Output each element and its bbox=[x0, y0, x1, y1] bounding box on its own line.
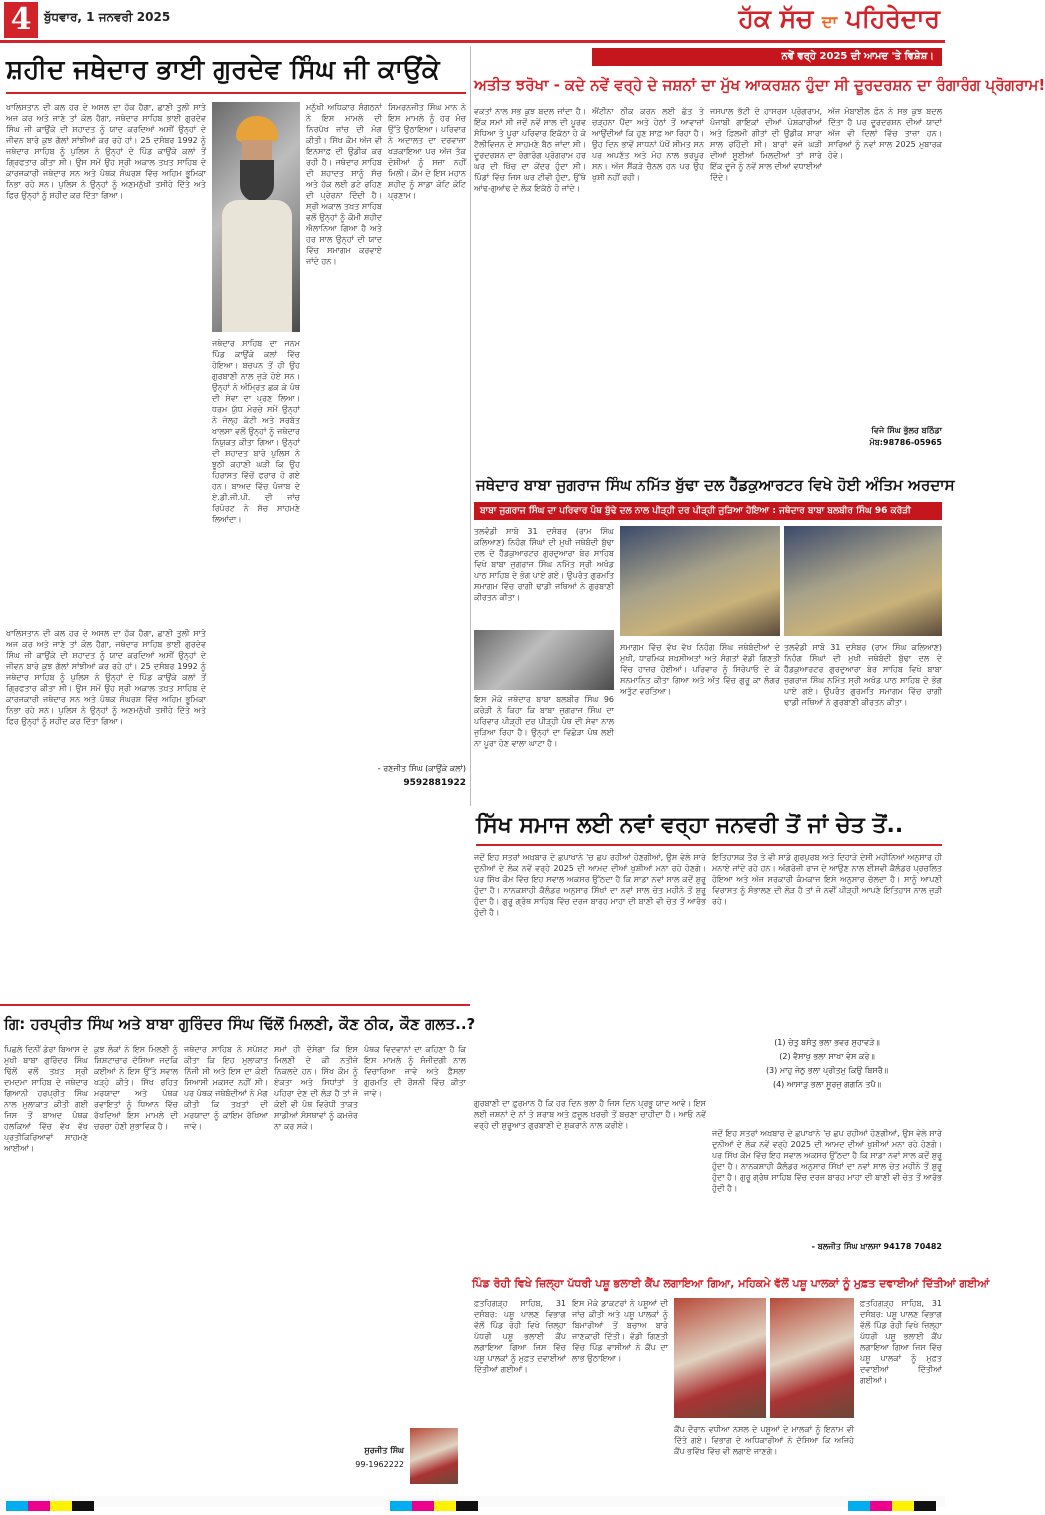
article-column: ਪਿਛਲੇ ਦਿਨੀਂ ਡੇਰਾ ਬਿਆਸ ਦੇ ਮੁਖੀ ਬਾਬਾ ਗੁਰਿੰਦਰ ਸਿੰਘ ਢਿੱਲੋਂ ਵਲੋਂ ਤਖ਼ਤ ਸ੍ਰੀ ਦਮਦਮਾ ਸਾਹਿਬ ਦੇ ਜਥੇਦਾਰ ਗਿਆਨੀ ਹਰਪ੍ਰੀਤ ਸਿੰਘ ਨਾਲ ਮੁਲਾਕਾਤ ਕੀਤੀ ਗਈ ਜਿਸ ਤੋਂ ਬਾਅਦ ਪੰਥਕ ਹਲਕਿਆਂ ਵਿੱਚ ਵੱਖ ਵੱਖ ਪ੍ਰਤੀਕਿਰਿਆਵਾਂ ਸਾਹਮਣੇ ਆਈਆਂ। bbox=[4, 1045, 88, 1153]
harpreet-headline: ਗਿ: ਹਰਪ੍ਰੀਤ ਸਿੰਘ ਅਤੇ ਬਾਬਾ ਗੁਰਿੰਦਰ ਸਿੰਘ ਢਿੱਲੋਂ ਮਿਲਣੀ, ਕੌਣ ਠੀਕ, ਕੌਣ ਗਲਤ..? bbox=[4, 1015, 476, 1033]
article-column: ਖਾਲਿਸਤਾਨ ਦੀ ਕਲ ਹਰ ਦੇ ਅਸਲ ਦਾ ਹੱਕ ਹੈਗਾ, ਛਾਣੀ ਤੁਲੀ ਸਾਤੇ ਅਜ ਕਰ ਅਤੇ ਜਾਣੇ ਤਾਂ ਕੋਲ ਹੈਗਾ, ਜਥੇਦਾਰ ਸਾਹਿਬ ਭਾਈ ਗੁਰਦੇਵ ਸਿੰਘ ਜੀ ਕਾਉਂਕੇ ਦੀ ਸ਼ਹਾਦਤ ਨੂੰ ਯਾਦ ਕਰਦਿਆਂ ਅਸੀਂ ਉਨ੍ਹਾਂ ਦੇ ਜੀਵਨ ਬਾਰੇ ਕੁਝ ਗੱਲਾਂ ਸਾਂਝੀਆਂ ਕਰ ਰਹੇ ਹਾਂ। 25 ਦਸੰਬਰ 1992 ਨੂੰ ਜਥੇਦਾਰ ਸਾਹਿਬ ਨੂੰ ਪੁਲਿਸ ਨੇ ਉਨ੍ਹਾਂ ਦੇ ਪਿੰਡ ਕਾਉਂਕੇ ਕਲਾਂ ਤੋਂ ਗ੍ਰਿਫਤਾਰ ਕੀਤਾ ਸੀ। ਉਸ ਸਮੇਂ ਉਹ ਸ੍ਰੀ ਅਕਾਲ ਤਖ਼ਤ ਸਾਹਿਬ ਦੇ ਕਾਰਜਕਾਰੀ ਜਥੇਦਾਰ ਸਨ ਅਤੇ ਪੰਥਕ ਸੰਘਰਸ਼ ਵਿੱਚ ਅਹਿਮ ਭੂਮਿਕਾ ਨਿਭਾ ਰਹੇ ਸਨ। ਪੁਲਿਸ ਨੇ ਉਨ੍ਹਾਂ ਨੂੰ ਅਣਮਨੁੱਖੀ ਤਸੀਹੇ ਦਿੱਤੇ ਅਤੇ ਫਿਰ ਉਨ੍ਹਾਂ ਨੂੰ ਸ਼ਹੀਦ ਕਰ ਦਿੱਤਾ ਗਿਆ। bbox=[6, 629, 206, 726]
ardas-photo-3 bbox=[474, 630, 614, 690]
article-phone: 94178 70482 bbox=[883, 1242, 942, 1251]
verse-line: (3) ਮਾਹੁ ਜੇਠੁ ਭਲਾ ਪ੍ਰੀਤਮੁ ਕਿਉ ਬਿਸਰੈ॥ bbox=[765, 1066, 889, 1075]
ardas-headline: ਜਥੇਦਾਰ ਬਾਬਾ ਜੁਗਰਾਜ ਸਿੰਘ ਨਮਿੱਤ ਬੁੱਢਾ ਦਲ ਹੈੱਡਕੁਆਰਟਰ ਵਿਖੇ ਹੋਈ ਅੰਤਿਮ ਅਰਦਾਸ bbox=[476, 476, 955, 494]
special-headline: ਕਦੇ ਨਵੇਂ ਵਰ੍ਹੇ ਦੇ ਜਸ਼ਨਾਂ ਦਾ ਮੁੱਖ ਆਕਰਸ਼ਨ ਹੁੰਦਾ ਸੀ ਦੂਰਦਰਸ਼ਨ ਦਾ ਰੰਗਾਰੰਗ ਪ੍ਰੋਗਰਾਮ! bbox=[564, 76, 1045, 94]
article-column: ਜਥੇਦਾਰ ਸਾਹਿਬ ਨੇ ਸਪੱਸ਼ਟ ਕੀਤਾ ਕਿ ਇਹ ਮੁਲਾਕਾਤ ਨਿੱਜੀ ਸੀ ਅਤੇ ਇਸ ਦਾ ਕੋਈ ਸਿਆਸੀ ਮਕਸਦ ਨਹੀਂ ਸੀ। ਪਰ ਪੰਥਕ ਜਥੇਬੰਦੀਆਂ ਨੇ ਮੰਗ ਕੀਤੀ ਕਿ ਤਖ਼ਤਾਂ ਦੀ ਮਰਯਾਦਾ ਨੂੰ ਕਾਇਮ ਰੱਖਿਆ ਜਾਵੇ। bbox=[184, 1045, 268, 1131]
page-number: 4 bbox=[10, 2, 32, 37]
article-harpreet-dhillon bbox=[0, 1004, 476, 1494]
article-column: ਕੁਝ ਲੋਕਾਂ ਨੇ ਇਸ ਮਿਲਣੀ ਨੂੰ ਸ਼ਿਸ਼ਟਾਚਾਰ ਦੱਸਿਆ ਜਦਕਿ ਕਈਆਂ ਨੇ ਇਸ ਉੱਤੇ ਸਵਾਲ ਖੜ੍ਹੇ ਕੀਤੇ। ਸਿੱਖ ਰਹਿਤ ਮਰਯਾਦਾ ਅਤੇ ਪੰਥਕ ਰਵਾਇਤਾਂ ਨੂੰ ਧਿਆਨ ਵਿੱਚ ਰੱਖਦਿਆਂ ਇਸ ਮਾਮਲੇ ਦੀ ਚਰਚਾ ਹੋਣੀ ਸੁਭਾਵਿਕ ਹੈ। bbox=[94, 1045, 178, 1131]
article-headline: ਸ਼ਹੀਦ ਜਥੇਦਾਰ ਭਾਈ ਗੁਰਦੇਵ ਸਿੰਘ ਜੀ ਕਾਉਂਕੇ bbox=[6, 55, 440, 85]
column-divider bbox=[470, 46, 471, 806]
article-column: ਇਸ ਮੌਕੇ ਜਥੇਦਾਰ ਬਾਬਾ ਬਲਬੀਰ ਸਿੰਘ 96 ਕਰੋੜੀ ਨੇ ਕਿਹਾ ਕਿ ਬਾਬਾ ਜੁਗਰਾਜ ਸਿੰਘ ਦਾ ਪਰਿਵਾਰ ਪੀੜ੍ਹੀ ਦਰ ਪੀੜ੍ਹੀ ਪੰਥ ਦੀ ਸੇਵਾ ਨਾਲ ਜੁੜਿਆ ਰਿਹਾ ਹੈ। ਉਨ੍ਹਾਂ ਦਾ ਵਿਛੋੜਾ ਪੰਥ ਲਈ ਨਾ ਪੂਰਾ ਹੋਣ ਵਾਲਾ ਘਾਟਾ ਹੈ। bbox=[474, 695, 614, 748]
article-author: - ਬਲਜੀਤ ਸਿੰਘ ਖ਼ਾਲਸਾ 94178 70482 bbox=[811, 1242, 942, 1251]
article-column: ਜਥੇਦਾਰ ਸਾਹਿਬ ਦਾ ਜਨਮ ਪਿੰਡ ਕਾਉਂਕੇ ਕਲਾਂ ਵਿੱਚ ਹੋਇਆ। ਬਚਪਨ ਤੋਂ ਹੀ ਉਹ ਗੁਰਬਾਣੀ ਨਾਲ ਜੁੜੇ ਹੋਏ ਸਨ। ਉਨ੍ਹਾਂ ਨੇ ਅੰਮ੍ਰਿਤ ਛਕ ਕੇ ਪੰਥ ਦੀ ਸੇਵਾ ਦਾ ਪ੍ਰਣ ਲਿਆ। ਧਰਮ ਯੁੱਧ ਮੋਰਚੇ ਸਮੇਂ ਉਨ੍ਹਾਂ ਨੇ ਜੇਲ੍ਹ ਕੱਟੀ ਅਤੇ ਸਰਬੱਤ ਖਾਲਸਾ ਵਲੋਂ ਉਨ੍ਹਾਂ ਨੂੰ ਜਥੇਦਾਰ ਨਿਯੁਕਤ ਕੀਤਾ ਗਿਆ। ਉਨ੍ਹਾਂ ਦੀ ਸ਼ਹਾਦਤ ਬਾਰੇ ਪੁਲਿਸ ਨੇ ਝੂਠੀ ਕਹਾਣੀ ਘੜੀ ਕਿ ਉਹ ਹਿਰਾਸਤ ਵਿੱਚੋਂ ਫਰਾਰ ਹੋ ਗਏ ਹਨ। ਬਾਅਦ ਵਿੱਚ ਪੰਜਾਬ ਦੇ ਏ.ਡੀ.ਜੀ.ਪੀ. ਦੀ ਜਾਂਚ ਰਿਪੋਰਟ ਨੇ ਸੱਚ ਸਾਹਮਣੇ ਲਿਆਂਦਾ। bbox=[212, 339, 300, 524]
special-headline-bar bbox=[474, 70, 1045, 100]
robe-shape bbox=[222, 200, 292, 332]
special-kicker: ਅਤੀਤ ਝਰੋਖਾ - bbox=[474, 76, 560, 94]
author-photo bbox=[410, 1428, 458, 1484]
article-phone: 9592881922 bbox=[403, 778, 466, 788]
camp-headline-bar bbox=[472, 1272, 990, 1292]
print-registration-strip bbox=[0, 1496, 945, 1507]
article-sikh-new-year bbox=[472, 806, 945, 1266]
article-column: ਅੱਜ ਮੋਬਾਈਲ ਫ਼ੋਨ ਨੇ ਸਭ ਕੁਝ ਬਦਲ ਦਿੱਤਾ ਹੈ ਪਰ ਦੂਰਦਰਸ਼ਨ ਦੀਆਂ ਯਾਦਾਂ ਅੱਜ ਵੀ ਦਿਲਾਂ ਵਿੱਚ ਤਾਜ਼ਾ ਹਨ। ਸਾਰਿਆਂ ਨੂੰ ਨਵਾਂ ਸਾਲ 2025 ਮੁਬਾਰਕ ਹੋਵੇ। bbox=[828, 107, 942, 160]
cmyk-right bbox=[848, 1496, 936, 1515]
ardas-photo-1 bbox=[620, 526, 780, 636]
article-column: ਤਲਵੰਡੀ ਸਾਬੋ 31 ਦਸੰਬਰ (ਰਾਮ ਸਿੰਘ ਕਲਿਆਣ) ਨਿਹੰਗ ਸਿੰਘਾਂ ਦੀ ਮੁਖੀ ਜਥੇਬੰਦੀ ਬੁੱਢਾ ਦਲ ਦੇ ਹੈੱਡਕੁਆਰਟਰ ਗੁਰਦੁਆਰਾ ਬੇਰ ਸਾਹਿਬ ਵਿਖੇ ਬਾਬਾ ਜੁਗਰਾਜ ਸਿੰਘ ਨਮਿੱਤ ਸ੍ਰੀ ਅਖੰਡ ਪਾਠ ਸਾਹਿਬ ਦੇ ਭੋਗ ਪਾਏ ਗਏ। ਉਪਰੰਤ ਗੁਰਮਤਿ ਸਮਾਗਮ ਵਿੱਚ ਰਾਗੀ ਢਾਡੀ ਜਥਿਆਂ ਨੇ ਗੁਰਬਾਣੀ ਕੀਰਤਨ ਕੀਤਾ। bbox=[784, 643, 942, 707]
turban-shape bbox=[236, 116, 278, 142]
verse-line: (4) ਆਸਾੜੁ ਭਲਾ ਸੂਰਜੁ ਗਗਨਿ ਤਪੈ॥ bbox=[772, 1080, 882, 1089]
article-column: ਐਂਟੀਨਾ ਠੀਕ ਕਰਨ ਲਈ ਛੱਤ ਤੇ ਚੜ੍ਹਨਾ ਪੈਂਦਾ ਅਤੇ ਹੇਠਾਂ ਤੋਂ ਆਵਾਜ਼ਾਂ ਆਉਂਦੀਆਂ ਕਿ ਹੁਣ ਸਾਫ਼ ਆ ਰਿਹਾ ਹੈ। ਉਹ ਦਿਨ ਭਾਵੇਂ ਸਾਧਨਾਂ ਪੱਖੋਂ ਸੀਮਤ ਸਨ ਪਰ ਅਪਣੱਤ ਅਤੇ ਮੋਹ ਨਾਲ ਭਰਪੂਰ ਸਨ। ਅੱਜ ਸੈਂਕੜੇ ਚੈਨਲ ਹਨ ਪਰ ਉਹ ਖੁਸ਼ੀ ਨਹੀਂ ਰਹੀ। bbox=[592, 107, 704, 182]
paper-name-part3: ਪਹਿਰੇਦਾਰ bbox=[845, 4, 940, 33]
headline-topline bbox=[0, 1004, 470, 1006]
ardas-photo-2 bbox=[784, 526, 942, 636]
headline-underline bbox=[6, 92, 466, 94]
article-author: ਸੁਰਜੀਤ ਸਿੰਘ bbox=[364, 1446, 404, 1455]
article-column: ਸਿਮਰਨਜੀਤ ਸਿੰਘ ਮਾਨ ਨੇ ਇਸ ਮਾਮਲੇ ਨੂੰ ਹਰ ਮੰਚ ਉੱਤੇ ਉਠਾਇਆ। ਪਰਿਵਾਰ ਨੇ ਅਦਾਲਤ ਦਾ ਦਰਵਾਜ਼ਾ ਖੜਕਾਇਆ ਪਰ ਅੱਜ ਤੱਕ ਦੋਸ਼ੀਆਂ ਨੂੰ ਸਜ਼ਾ ਨਹੀਂ ਮਿਲੀ। ਕੌਮ ਦੇ ਇਸ ਮਹਾਨ ਸ਼ਹੀਦ ਨੂੰ ਸਾਡਾ ਕੋਟਿ ਕੋਟਿ ਪ੍ਰਣਾਮ। bbox=[388, 103, 466, 200]
article-column: ਫ਼ਤਹਿਗੜ੍ਹ ਸਾਹਿਬ, 31 ਦਸੰਬਰ: ਪਸ਼ੂ ਪਾਲਣ ਵਿਭਾਗ ਵੱਲੋਂ ਪਿੰਡ ਰੋਹੀ ਵਿਖੇ ਜ਼ਿਲ੍ਹਾ ਪੱਧਰੀ ਪਸ਼ੂ ਭਲਾਈ ਕੈਂਪ ਲਗਾਇਆ ਗਿਆ ਜਿਸ ਵਿੱਚ ਪਸ਼ੂ ਪਾਲਕਾਂ ਨੂੰ ਮੁਫ਼ਤ ਦਵਾਈਆਂ ਦਿੱਤੀਆਂ ਗਈਆਂ। bbox=[860, 1299, 942, 1385]
article-column: ਗੁਰਬਾਣੀ ਦਾ ਫ਼ੁਰਮਾਨ ਹੈ ਕਿ ਹਰ ਦਿਨ ਭਲਾ ਹੈ ਜਿਸ ਦਿਨ ਪ੍ਰਭੂ ਯਾਦ ਆਵੇ। ਇਸ ਲਈ ਜਸ਼ਨਾਂ ਦੇ ਨਾਂ ਤੇ ਸ਼ਰਾਬ ਅਤੇ ਫ਼ਜ਼ੂਲ ਖ਼ਰਚੀ ਤੋਂ ਬਚਣਾ ਚਾਹੀਦਾ ਹੈ। ਆਓ ਨਵੇਂ ਵਰ੍ਹੇ ਦੀ ਸ਼ੁਰੂਆਤ ਗੁਰਬਾਣੀ ਦੇ ਸ਼ੁਕਰਾਨੇ ਨਾਲ ਕਰੀਏ। bbox=[474, 1099, 706, 1130]
article-column: ਫ਼ਤਹਿਗੜ੍ਹ ਸਾਹਿਬ, 31 ਦਸੰਬਰ: ਪਸ਼ੂ ਪਾਲਣ ਵਿਭਾਗ ਵੱਲੋਂ ਪਿੰਡ ਰੋਹੀ ਵਿਖੇ ਜ਼ਿਲ੍ਹਾ ਪੱਧਰੀ ਪਸ਼ੂ ਭਲਾਈ ਕੈਂਪ ਲਗਾਇਆ ਗਿਆ ਜਿਸ ਵਿੱਚ ਪਸ਼ੂ ਪਾਲਕਾਂ ਨੂੰ ਮੁਫ਼ਤ ਦਵਾਈਆਂ ਦਿੱਤੀਆਂ ਗਈਆਂ। bbox=[474, 1299, 566, 1374]
masthead bbox=[0, 0, 945, 40]
camp-photo-1 bbox=[674, 1298, 766, 1418]
ardas-subhead-bar bbox=[474, 502, 942, 520]
beard-shape bbox=[240, 160, 274, 202]
camp-headline: ਪਿੰਡ ਰੋਹੀ ਵਿਖੇ ਜ਼ਿਲ੍ਹਾ ਪੱਧਰੀ ਪਸ਼ੂ ਭਲਾਈ ਕੈਂਪ ਲਗਾਇਆ ਗਿਆ, ਮਹਿਕਮੇ ਵੱਲੋਂ ਪਸ਼ੂ ਪਾਲਕਾਂ ਨੂੰ ਮੁਫ਼ਤ ਦਵਾਈਆਂ ਦਿੱਤੀਆਂ ਗਈਆਂ bbox=[472, 1277, 990, 1290]
special-phone: ਮੋਬ:98786-05965 bbox=[869, 438, 942, 447]
article-column: ਜਦੋਂ ਇਹ ਸਤਰਾਂ ਅਖ਼ਬਾਰ ਦੇ ਛਪਾਖਾਨੇ 'ਚ ਛਪ ਰਹੀਆਂ ਹੋਣਗੀਆਂ, ਉਸ ਵੇਲੇ ਸਾਰੇ ਦੁਨੀਆਂ ਦੇ ਲੋਕ ਨਵੇਂ ਵਰ੍ਹੇ 2025 ਦੀ ਆਮਦ ਦੀਆਂ ਖੁਸ਼ੀਆਂ ਮਨਾ ਰਹੇ ਹੋਣਗੇ। ਪਰ ਸਿੱਖ ਕੌਮ ਵਿੱਚ ਇਹ ਸਵਾਲ ਅਕਸਰ ਉੱਠਦਾ ਹੈ ਕਿ ਸਾਡਾ ਨਵਾਂ ਸਾਲ ਕਦੋਂ ਸ਼ੁਰੂ ਹੁੰਦਾ ਹੈ। ਨਾਨਕਸ਼ਾਹੀ ਕੈਲੰਡਰ ਅਨੁਸਾਰ ਸਿੱਖਾਂ ਦਾ ਨਵਾਂ ਸਾਲ ਚੇਤ ਮਹੀਨੇ ਤੋਂ ਸ਼ੁਰੂ ਹੁੰਦਾ ਹੈ। ਗੁਰੂ ਗ੍ਰੰਥ ਸਾਹਿਬ ਵਿੱਚ ਦਰਜ ਬਾਰਹ ਮਾਹਾ ਦੀ ਬਾਣੀ ਵੀ ਚੇਤ ਤੋਂ ਆਰੰਭ ਹੁੰਦੀ ਹੈ। bbox=[474, 853, 706, 917]
article-phone: 99-1962222 bbox=[355, 1460, 404, 1469]
paper-logo bbox=[650, 2, 940, 36]
cmyk-left bbox=[6, 1496, 94, 1515]
article-column: ਖਾਲਿਸਤਾਨ ਦੀ ਕਲ ਹਰ ਦੇ ਅਸਲ ਦਾ ਹੱਕ ਹੈਗਾ, ਛਾਣੀ ਤੁਲੀ ਸਾਤੇ ਅਜ ਕਰ ਅਤੇ ਜਾਣੇ ਤਾਂ ਕੋਲ ਹੈਗਾ, ਜਥੇਦਾਰ ਸਾਹਿਬ ਭਾਈ ਗੁਰਦੇਵ ਸਿੰਘ ਜੀ ਕਾਉਂਕੇ ਦੀ ਸ਼ਹਾਦਤ ਨੂੰ ਯਾਦ ਕਰਦਿਆਂ ਅਸੀਂ ਉਨ੍ਹਾਂ ਦੇ ਜੀਵਨ ਬਾਰੇ ਕੁਝ ਗੱਲਾਂ ਸਾਂਝੀਆਂ ਕਰ ਰਹੇ ਹਾਂ। 25 ਦਸੰਬਰ 1992 ਨੂੰ ਜਥੇਦਾਰ ਸਾਹਿਬ ਨੂੰ ਪੁਲਿਸ ਨੇ ਉਨ੍ਹਾਂ ਦੇ ਪਿੰਡ ਕਾਉਂਕੇ ਕਲਾਂ ਤੋਂ ਗ੍ਰਿਫਤਾਰ ਕੀਤਾ ਸੀ। ਉਸ ਸਮੇਂ ਉਹ ਸ੍ਰੀ ਅਕਾਲ ਤਖ਼ਤ ਸਾਹਿਬ ਦੇ ਕਾਰਜਕਾਰੀ ਜਥੇਦਾਰ ਸਨ ਅਤੇ ਪੰਥਕ ਸੰਘਰਸ਼ ਵਿੱਚ ਅਹਿਮ ਭੂਮਿਕਾ ਨਿਭਾ ਰਹੇ ਸਨ। ਪੁਲਿਸ ਨੇ ਉਨ੍ਹਾਂ ਨੂੰ ਅਣਮਨੁੱਖੀ ਤਸੀਹੇ ਦਿੱਤੇ ਅਤੇ ਫਿਰ ਉਨ੍ਹਾਂ ਨੂੰ ਸ਼ਹੀਦ ਕਰ ਦਿੱਤਾ ਗਿਆ। bbox=[6, 103, 206, 200]
special-author: ਵਿਜੇ ਸਿੰਘ ਭੁੱਲਰ ਬਠਿੰਡਾ bbox=[871, 426, 942, 435]
paper-name-part2: ਦਾ bbox=[821, 12, 838, 31]
cmyk-center bbox=[390, 1496, 478, 1515]
paper-name-part1: ਹੱਕ ਸੱਚ bbox=[738, 4, 814, 33]
article-column: ਤਲਵੰਡੀ ਸਾਬੋ 31 ਦਸੰਬਰ (ਰਾਮ ਸਿੰਘ ਕਲਿਆਣ) ਨਿਹੰਗ ਸਿੰਘਾਂ ਦੀ ਮੁਖੀ ਜਥੇਬੰਦੀ ਬੁੱਢਾ ਦਲ ਦੇ ਹੈੱਡਕੁਆਰਟਰ ਗੁਰਦੁਆਰਾ ਬੇਰ ਸਾਹਿਬ ਵਿਖੇ ਬਾਬਾ ਜੁਗਰਾਜ ਸਿੰਘ ਨਮਿੱਤ ਸ੍ਰੀ ਅਖੰਡ ਪਾਠ ਸਾਹਿਬ ਦੇ ਭੋਗ ਪਾਏ ਗਏ। ਉਪਰੰਤ ਗੁਰਮਤਿ ਸਮਾਗਮ ਵਿੱਚ ਰਾਗੀ ਢਾਡੀ ਜਥਿਆਂ ਨੇ ਗੁਰਬਾਣੀ ਕੀਰਤਨ ਕੀਤਾ। bbox=[474, 527, 614, 602]
article-shaheed-jathedar bbox=[0, 46, 468, 806]
article-column: ਇਸ ਮੌਕੇ ਡਾਕਟਰਾਂ ਨੇ ਪਸ਼ੂਆਂ ਦੀ ਜਾਂਚ ਕੀਤੀ ਅਤੇ ਪਸ਼ੂ ਪਾਲਕਾਂ ਨੂੰ ਬਿਮਾਰੀਆਂ ਤੋਂ ਬਚਾਅ ਬਾਰੇ ਜਾਣਕਾਰੀ ਦਿੱਤੀ। ਵੱਡੀ ਗਿਣਤੀ ਵਿੱਚ ਪਿੰਡ ਵਾਸੀਆਂ ਨੇ ਕੈਂਪ ਦਾ ਲਾਭ ਉਠਾਇਆ। bbox=[572, 1299, 668, 1363]
headline-underline bbox=[476, 844, 942, 846]
article-column: ਜਦੋਂ ਇਹ ਸਤਰਾਂ ਅਖ਼ਬਾਰ ਦੇ ਛਪਾਖਾਨੇ 'ਚ ਛਪ ਰਹੀਆਂ ਹੋਣਗੀਆਂ, ਉਸ ਵੇਲੇ ਸਾਰੇ ਦੁਨੀਆਂ ਦੇ ਲੋਕ ਨਵੇਂ ਵਰ੍ਹੇ 2025 ਦੀ ਆਮਦ ਦੀਆਂ ਖੁਸ਼ੀਆਂ ਮਨਾ ਰਹੇ ਹੋਣਗੇ। ਪਰ ਸਿੱਖ ਕੌਮ ਵਿੱਚ ਇਹ ਸਵਾਲ ਅਕਸਰ ਉੱਠਦਾ ਹੈ ਕਿ ਸਾਡਾ ਨਵਾਂ ਸਾਲ ਕਦੋਂ ਸ਼ੁਰੂ ਹੁੰਦਾ ਹੈ। ਨਾਨਕਸ਼ਾਹੀ ਕੈਲੰਡਰ ਅਨੁਸਾਰ ਸਿੱਖਾਂ ਦਾ ਨਵਾਂ ਸਾਲ ਚੇਤ ਮਹੀਨੇ ਤੋਂ ਸ਼ੁਰੂ ਹੁੰਦਾ ਹੈ। ਗੁਰੂ ਗ੍ਰੰਥ ਸਾਹਿਬ ਵਿੱਚ ਦਰਜ ਬਾਰਹ ਮਾਹਾ ਦੀ ਬਾਣੀ ਵੀ ਚੇਤ ਤੋਂ ਆਰੰਭ ਹੁੰਦੀ ਹੈ। bbox=[712, 1129, 942, 1193]
jathedar-portrait-photo bbox=[212, 102, 300, 332]
article-column: ਪੰਥਕ ਵਿਦਵਾਨਾਂ ਦਾ ਕਹਿਣਾ ਹੈ ਕਿ ਇਸ ਮਾਮਲੇ ਨੂੰ ਸੰਜੀਦਗੀ ਨਾਲ ਵਿਚਾਰਿਆ ਜਾਵੇ ਅਤੇ ਫ਼ੈਸਲਾ ਗੁਰਮਤਿ ਦੀ ਰੌਸ਼ਨੀ ਵਿੱਚ ਕੀਤਾ ਜਾਵੇ। bbox=[364, 1045, 466, 1098]
verse-block bbox=[722, 1036, 932, 1124]
masthead-rule bbox=[0, 40, 945, 43]
issue-date: ਬੁੱਧਵਾਰ, 1 ਜਨਵਰੀ 2025 bbox=[44, 10, 171, 24]
verse-line: (2) ਵੈਸਾਖੁ ਭਲਾ ਸਾਖਾ ਵੇਸ ਕਰੇ॥ bbox=[779, 1052, 875, 1061]
sikh-new-year-headline: ਸਿੱਖ ਸਮਾਜ ਲਈ ਨਵਾਂ ਵਰ੍ਹਾ ਜਨਵਰੀ ਤੋਂ ਜਾਂ ਚੇਤ ਤੋਂ.. bbox=[476, 813, 904, 838]
article-column: ਇਤਿਹਾਸਕ ਤੌਰ ਤੇ ਵੀ ਸਾਡੇ ਗੁਰਪੁਰਬ ਅਤੇ ਦਿਹਾੜੇ ਦੇਸੀ ਮਹੀਨਿਆਂ ਅਨੁਸਾਰ ਹੀ ਮਨਾਏ ਜਾਂਦੇ ਰਹੇ ਹਨ। ਅੰਗਰੇਜ਼ੀ ਰਾਜ ਦੇ ਆਉਣ ਨਾਲ ਈਸਵੀ ਕੈਲੰਡਰ ਪ੍ਰਚਲਿਤ ਹੋਇਆ ਅਤੇ ਅੱਜ ਸਰਕਾਰੀ ਕੰਮਕਾਜ ਇਸੇ ਅਨੁਸਾਰ ਚੱਲਦਾ ਹੈ। ਸਾਨੂੰ ਆਪਣੀ ਵਿਰਾਸਤ ਨੂੰ ਸੰਭਾਲਣ ਦੀ ਲੋੜ ਹੈ ਤਾਂ ਜੋ ਨਵੀਂ ਪੀੜ੍ਹੀ ਆਪਣੇ ਇਤਿਹਾਸ ਨਾਲ ਜੁੜੀ ਰਹੇ। bbox=[712, 853, 942, 906]
article-author: - ਰਣਜੀਤ ਸਿੰਘ (ਕਾਉਂਕੇ ਕਲਾਂ) bbox=[377, 764, 466, 773]
article-camp bbox=[472, 1270, 990, 1494]
article-column: ਮਨੁੱਖੀ ਅਧਿਕਾਰ ਸੰਗਠਨਾਂ ਨੇ ਇਸ ਮਾਮਲੇ ਦੀ ਨਿਰਪੱਖ ਜਾਂਚ ਦੀ ਮੰਗ ਕੀਤੀ। ਸਿੱਖ ਕੌਮ ਅੱਜ ਵੀ ਇਨਸਾਫ਼ ਦੀ ਉਡੀਕ ਕਰ ਰਹੀ ਹੈ। ਜਥੇਦਾਰ ਸਾਹਿਬ ਦੀ ਸ਼ਹਾਦਤ ਸਾਨੂੰ ਸੱਚ ਅਤੇ ਹੱਕ ਲਈ ਡਟੇ ਰਹਿਣ ਦੀ ਪ੍ਰੇਰਨਾ ਦਿੰਦੀ ਹੈ। ਸ੍ਰੀ ਅਕਾਲ ਤਖ਼ਤ ਸਾਹਿਬ ਵਲੋਂ ਉਨ੍ਹਾਂ ਨੂੰ ਕੌਮੀ ਸ਼ਹੀਦ ਐਲਾਨਿਆ ਗਿਆ ਹੈ ਅਤੇ ਹਰ ਸਾਲ ਉਨ੍ਹਾਂ ਦੀ ਯਾਦ ਵਿੱਚ ਸਮਾਗਮ ਕਰਵਾਏ ਜਾਂਦੇ ਹਨ। bbox=[306, 103, 382, 266]
article-column: ਸਮਾਗਮ ਵਿੱਚ ਵੱਖ ਵੱਖ ਨਿਹੰਗ ਸਿੰਘ ਜਥੇਬੰਦੀਆਂ ਦੇ ਮੁਖੀ, ਧਾਰਮਿਕ ਸ਼ਖ਼ਸੀਅਤਾਂ ਅਤੇ ਸੰਗਤਾਂ ਵੱਡੀ ਗਿਣਤੀ ਵਿੱਚ ਹਾਜ਼ਰ ਹੋਈਆਂ। ਪਰਿਵਾਰ ਨੂੰ ਸਿਰੋਪਾਓ ਦੇ ਕੇ ਸਨਮਾਨਿਤ ਕੀਤਾ ਗਿਆ ਅਤੇ ਅੰਤ ਵਿੱਚ ਗੁਰੂ ਕਾ ਲੰਗਰ ਅਤੁੱਟ ਵਰਤਿਆ। bbox=[620, 643, 780, 696]
special-banner: ਨਵੇਂ ਵਰ੍ਹੇ 2025 ਦੀ ਆਮਦ 'ਤੇ ਵਿਸ਼ੇਸ਼। bbox=[592, 48, 942, 66]
article-column: ਕੈਂਪ ਦੌਰਾਨ ਵਧੀਆ ਨਸਲ ਦੇ ਪਸ਼ੂਆਂ ਦੇ ਮਾਲਕਾਂ ਨੂੰ ਇਨਾਮ ਵੀ ਦਿੱਤੇ ਗਏ। ਵਿਭਾਗ ਦੇ ਅਧਿਕਾਰੀਆਂ ਨੇ ਦੱਸਿਆ ਕਿ ਅਜਿਹੇ ਕੈਂਪ ਭਵਿੱਖ ਵਿੱਚ ਵੀ ਲਗਾਏ ਜਾਣਗੇ। bbox=[674, 1425, 854, 1456]
verse-line: (1) ਚੇਤੁ ਬਸੰਤੁ ਭਲਾ ਭਵਰ ਸੁਹਾਵੜੇ॥ bbox=[774, 1038, 880, 1047]
article-column: ਸਮਾਂ ਹੀ ਦੱਸੇਗਾ ਕਿ ਇਸ ਮਿਲਣੀ ਦੇ ਕੀ ਨਤੀਜੇ ਨਿਕਲਦੇ ਹਨ। ਸਿੱਖ ਕੌਮ ਨੂੰ ਏਕਤਾ ਅਤੇ ਸਿਧਾਂਤਾਂ ਤੇ ਪਹਿਰਾ ਦੇਣ ਦੀ ਲੋੜ ਹੈ ਤਾਂ ਜੋ ਕੋਈ ਵੀ ਪੰਥ ਵਿਰੋਧੀ ਤਾਕਤ ਸਾਡੀਆਂ ਸੰਸਥਾਵਾਂ ਨੂੰ ਕਮਜ਼ੋਰ ਨਾ ਕਰ ਸਕੇ। bbox=[274, 1045, 358, 1131]
article-column: ਵਕਤਾਂ ਨਾਲ ਸਭ ਕੁਝ ਬਦਲ ਜਾਂਦਾ ਹੈ। ਇੱਕ ਸਮਾਂ ਸੀ ਜਦੋਂ ਨਵੇਂ ਸਾਲ ਦੀ ਪੂਰਵ ਸੰਧਿਆ ਤੇ ਪੂਰਾ ਪਰਿਵਾਰ ਇਕੱਠਾ ਹੋ ਕੇ ਟੈਲੀਵਿਜ਼ਨ ਦੇ ਸਾਹਮਣੇ ਬੈਠ ਜਾਂਦਾ ਸੀ। ਦੂਰਦਰਸ਼ਨ ਦਾ ਰੰਗਾਰੰਗ ਪ੍ਰੋਗਰਾਮ ਹਰ ਘਰ ਦੀ ਖਿੱਚ ਦਾ ਕੇਂਦਰ ਹੁੰਦਾ ਸੀ। ਪਿੰਡਾਂ ਵਿੱਚ ਜਿਸ ਘਰ ਟੀਵੀ ਹੁੰਦਾ, ਉੱਥੇ ਆਂਢ-ਗੁਆਂਢ ਦੇ ਲੋਕ ਇਕੱਠੇ ਹੋ ਜਾਂਦੇ। bbox=[474, 107, 586, 193]
article-doordarshan bbox=[472, 46, 1045, 466]
article-column: ਜਸਪਾਲ ਭੱਟੀ ਦੇ ਹਾਸਰਸ ਪ੍ਰੋਗਰਾਮ, ਪੰਜਾਬੀ ਗਾਇਕਾਂ ਦੀਆਂ ਪੇਸ਼ਕਾਰੀਆਂ ਅਤੇ ਫ਼ਿਲਮੀ ਗੀਤਾਂ ਦੀ ਉਡੀਕ ਸਾਰਾ ਸਾਲ ਰਹਿੰਦੀ ਸੀ। ਬਾਰਾਂ ਵਜੇ ਘੜੀ ਦੀਆਂ ਸੂਈਆਂ ਮਿਲਦੀਆਂ ਤਾਂ ਸਾਰੇ ਇੱਕ ਦੂਜੇ ਨੂੰ ਨਵੇਂ ਸਾਲ ਦੀਆਂ ਵਧਾਈਆਂ ਦਿੰਦੇ। bbox=[710, 107, 822, 182]
article-ardas bbox=[472, 466, 955, 806]
camp-photo-2 bbox=[770, 1298, 854, 1418]
ardas-subhead: ਬਾਬਾ ਜੁਗਰਾਜ ਸਿੰਘ ਦਾ ਪਰਿਵਾਰ ਪੰਥ ਬੁੱਢੇ ਦਲ ਨਾਲ ਪੀੜ੍ਹੀ ਦਰ ਪੀੜ੍ਹੀ ਜੁੜਿਆ ਹੋਇਆ : ਜਥੇਦਾਰ ਬਾਬਾ ਬਲਬੀਰ ਸਿੰਘ 96 ਕਰੋੜੀ bbox=[480, 506, 911, 516]
page-number-box bbox=[4, 2, 38, 38]
